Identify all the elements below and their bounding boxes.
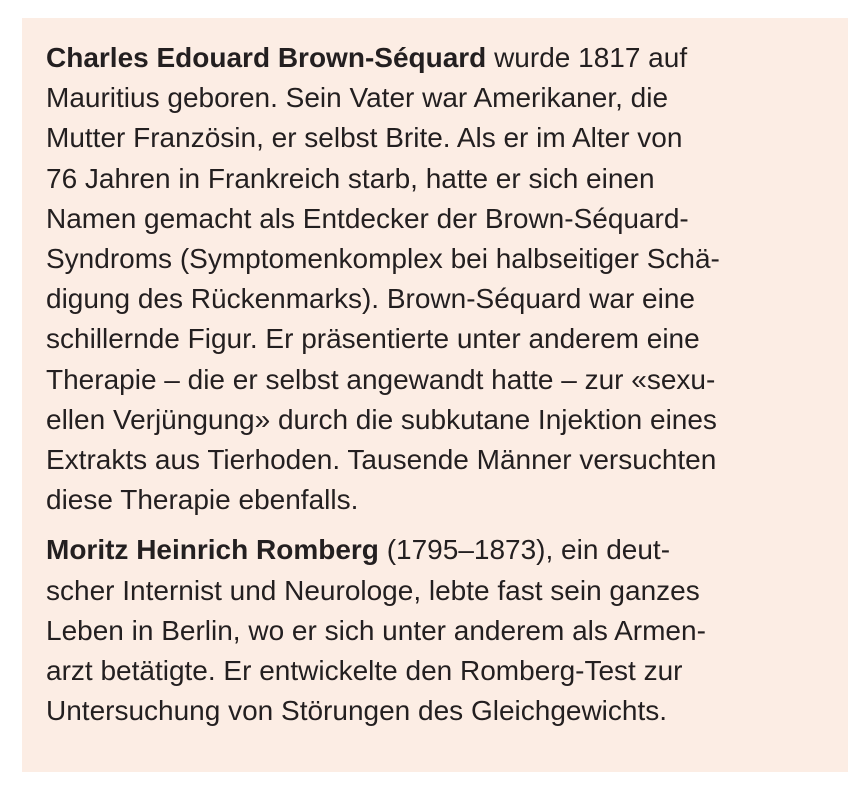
text-line: 76 Jahren in Frankreich starb, hatte er sich einen: [46, 162, 655, 194]
text-line: Moritz Heinrich Romberg (1795–1873), ein deut-: [46, 534, 671, 566]
text-line: diese Therapie ebenfalls.: [46, 484, 359, 516]
text-line: Leben in Berlin, wo er sich unter anderem als Armen-: [46, 614, 706, 646]
brown-sequard-paragraph: [46, 38, 826, 520]
text-line: schillernde Figur. Er präsentierte unter anderem eine: [46, 323, 700, 355]
text-line: Untersuchung von Störungen des Gleichgewichts.: [46, 695, 668, 727]
text-line: Namen gemacht als Entdecker der Brown-Séquard-: [46, 202, 689, 234]
text-line: Mauritius geboren. Sein Vater war Amerikaner, die: [46, 82, 669, 114]
text-line: scher Internist und Neurologe, lebte fast sein ganzes: [46, 574, 700, 606]
romberg-paragraph: [46, 530, 826, 731]
text-line: Mutter Französin, er selbst Brite. Als er im Alter von: [46, 122, 683, 154]
person-name: Charles Edouard Brown-Séquard: [46, 42, 487, 73]
text-line: Extrakts aus Tierhoden. Tausende Männer versuchten: [46, 444, 717, 476]
text-line: arzt betätigte. Er entwickelte den Romberg-Test zur: [46, 655, 683, 687]
text-line: Therapie – die er selbst angewandt hatte – zur «sexu-: [46, 363, 716, 395]
biography-box: [22, 18, 848, 772]
person-name: Moritz Heinrich Romberg: [46, 534, 379, 566]
text-line: digung des Rückenmarks). Brown-Séquard war eine: [46, 283, 695, 315]
text-line: Charles Edouard Brown-Séquard wurde 1817 auf: [46, 42, 688, 73]
text-line: Syndroms (Symptomenkomplex bei halbseitiger Schä-: [46, 243, 720, 275]
text-line: ellen Verjüngung» durch die subkutane Injektion eines: [46, 403, 717, 435]
